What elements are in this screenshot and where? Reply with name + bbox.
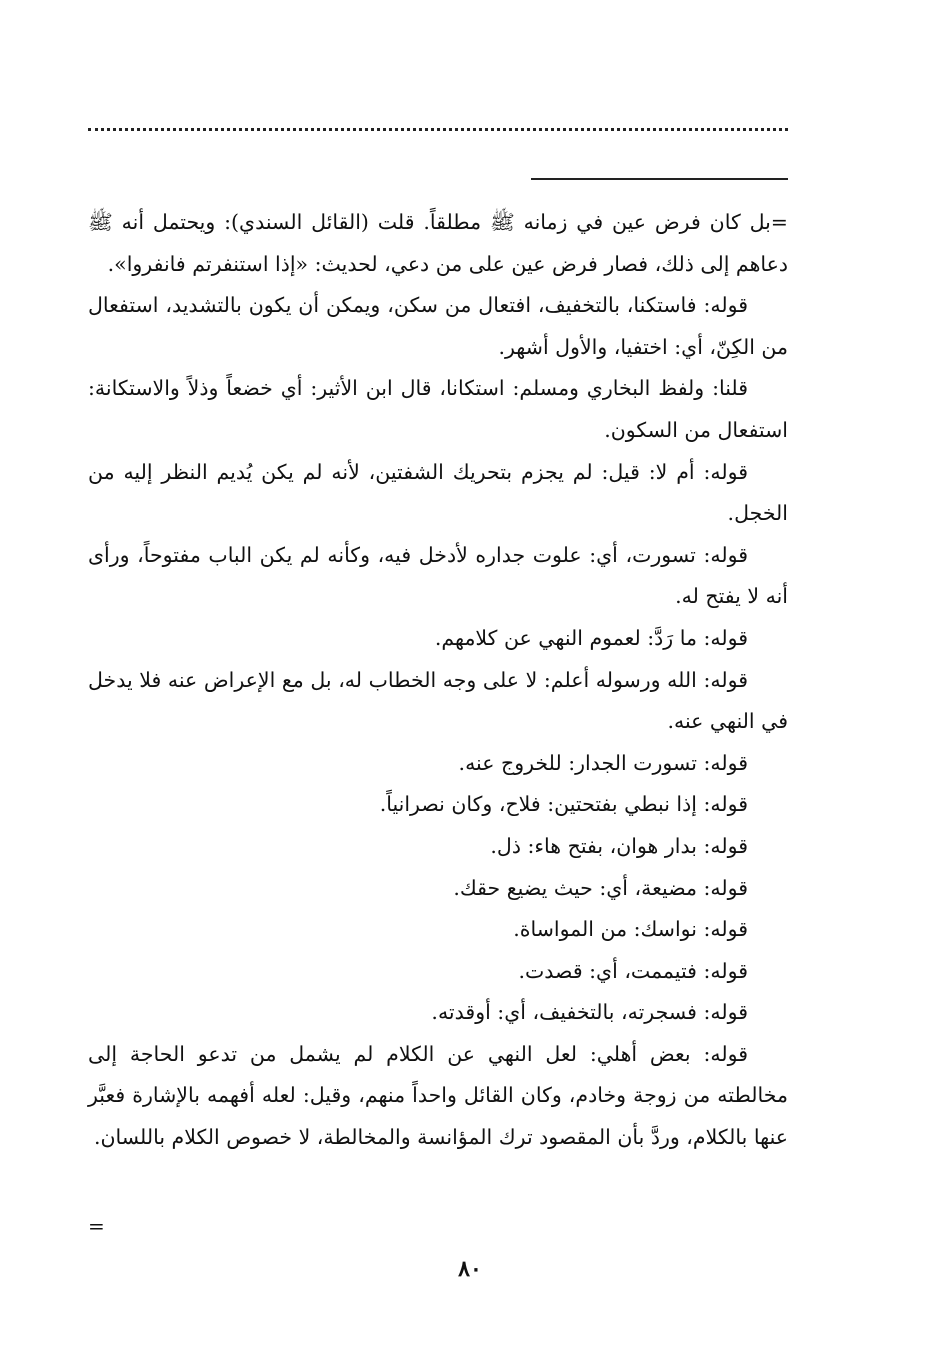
paragraph-fasajartuh: قوله: فسجرته، بالتخفيف، أي: أوقدته.: [431, 1000, 748, 1025]
paragraph-fatayammamtu: قوله: فتيممت، أي: قصدت.: [518, 958, 748, 983]
paragraph-nabati: قوله: إذا نبطي بفتحتين: فلاح، وكان نصرانياً.: [379, 792, 748, 817]
paragraph-bukhari-muslim: قلنا: ولفظ البخاري ومسلم: استكانا، قال ابن الأثير: أي خضعاً وذلاً والاستكانة: استفعال من السكون.: [88, 376, 788, 442]
paragraph-istakanna: قوله: فاستكنا، بالتخفيف، افتعال من سكن، ويمكن أن يكون بالتشديد، استفعال من الكِنّ، أي: اختفيا، والأول أشهر.: [88, 293, 788, 359]
paragraph-tasawwartu-jidar: قوله: تسورت الجدار: للخروج عنه.: [458, 750, 748, 775]
paragraph-continuation: =بل كان فرض عين في زمانه ﷺ مطلقاً. قلت (القائل السندي): ويحتمل أنه ﷺ دعاهم إلى ذلك، فصار فرض عين على من دعي، لحديث: «إذا استنفرتم فانفروا».: [88, 210, 788, 276]
paragraph-tasawwartu: قوله: تسورت، أي: علوت جداره لأدخل فيه، وكأنه لم يكن الباب مفتوحاً، ورأى أنه لا يفتح له.: [88, 542, 788, 609]
paragraph-ma-radda: قوله: ما رَدَّ: لعموم النهي عن كلامهم.: [434, 625, 748, 650]
footnote-rule: [531, 178, 788, 180]
footnote-body: [88, 202, 788, 1159]
paragraph-nuwasik: قوله: نواسك: من المواساة.: [513, 917, 748, 942]
dotted-separator: [88, 128, 788, 131]
paragraph-dar-hawan: قوله: بدار هوان، بفتح هاء: ذل.: [490, 833, 748, 858]
paragraph-baad-ahli: قوله: بعض أهلي: لعل النهي عن الكلام لم يشمل من تدعو الحاجة إلى مخالطته من زوجة وخادم، وكان القائل واحداً منهم، وقيل: لعله أفهمه بالإشارة فعبَّر عنها بالكلام، وردَّ بأن المقصود ترك المؤانسة والمخالطة، لا خصوص الكلام باللسان.: [88, 1041, 788, 1150]
continuation-mark: =: [88, 1214, 105, 1238]
paragraph-allah-wa-rasuluh: قوله: الله ورسوله أعلم: لا على وجه الخطاب له، بل مع الإعراض عنه فلا يدخل في النهي عنه.: [88, 667, 788, 734]
page-number: ٨٠: [458, 1256, 482, 1282]
paragraph-am-la: قوله: أم لا: قيل: لم يجزم بتحريك الشفتين، لأنه لم يكن يُديم النظر إليه من الخجل.: [88, 459, 788, 526]
paragraph-madyaa: قوله: مضيعة، أي: حيث يضيع حقك.: [453, 875, 748, 900]
